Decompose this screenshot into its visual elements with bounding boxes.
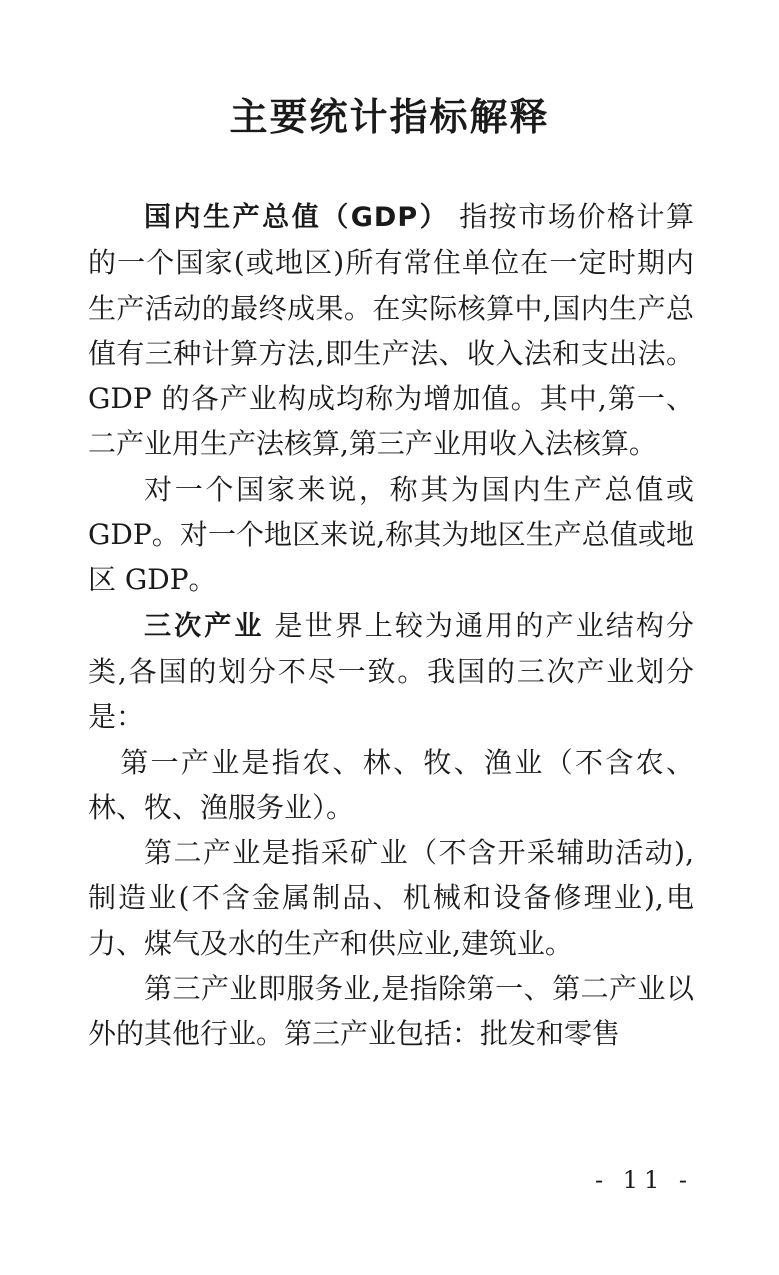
term-three-industries: 三次产业 — [144, 610, 265, 642]
term-gdp: 国内生产总值（GDP） — [144, 202, 450, 233]
body-text — [88, 194, 694, 1057]
paragraph-gdp-regional — [88, 467, 694, 603]
paragraph-secondary-industry — [88, 830, 694, 966]
paragraph-gdp-text: 指按市场价格计算的一个国家(或地区)所有常住单位在一定时期内生产活动的最终成果。在实际核算中,国内生产总值有三种计算方法,即生产法、收入法和支出法。GDP 的各产业构成均称为增加值。其中,第一、二产业用生产法核算,第三产业用收入法核算。 — [88, 200, 694, 461]
paragraph-three-industries-text: 是世界上较为通用的产业结构分类,各国的划分不尽一致。我国的三次产业划分是： — [88, 608, 694, 734]
paragraph-primary-industry-text: 第一产业是指农、林、牧、渔业（不含农、林、牧、渔服务业）。 — [88, 745, 694, 824]
paragraph-gdp-regional-text: 对一个国家来说，称其为国内生产总值或 GDP。对一个地区来说,称其为地区生产总值或地区 GDP。 — [88, 472, 694, 597]
paragraph-secondary-industry-text: 第二产业是指采矿业（不含开采辅助活动),制造业(不含金属制品、机械和设备修理业),电力、煤气及水的生产和供应业,建筑业。 — [88, 836, 694, 960]
page-title: 主要统计指标解释 — [229, 95, 550, 139]
paragraph-primary-industry — [88, 740, 694, 831]
page-number: - 11 - — [594, 1166, 693, 1194]
paragraph-tertiary-industry-text: 第三产业即服务业,是指除第一、第二产业以外的其他行业。第三产业包括：批发和零售 — [88, 972, 694, 1051]
paragraph-three-industries — [88, 603, 694, 740]
paragraph-tertiary-industry — [88, 966, 694, 1057]
paragraph-gdp — [88, 194, 694, 467]
